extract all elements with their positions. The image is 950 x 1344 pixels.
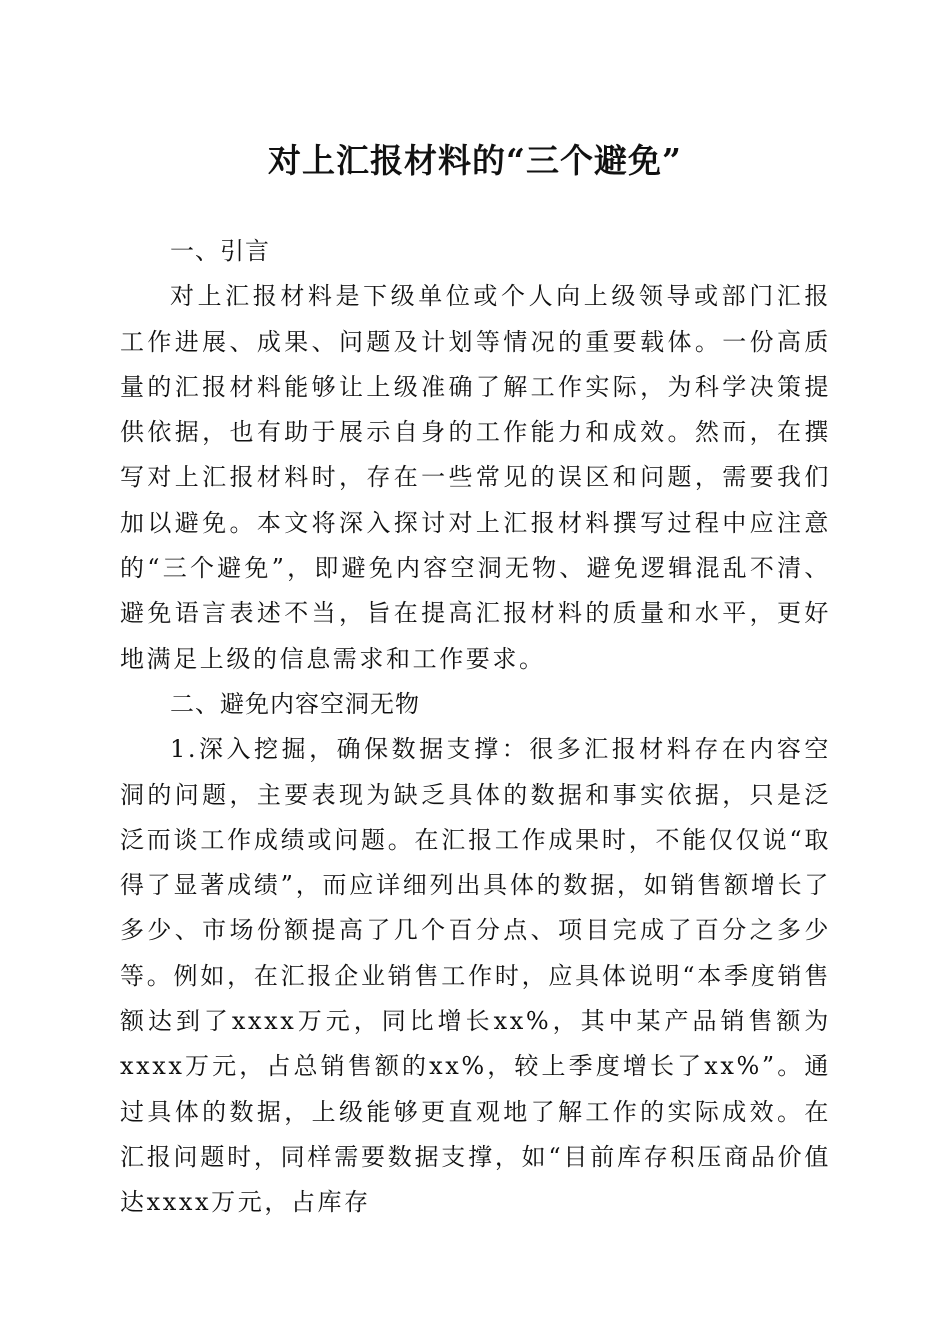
paragraph-data-support: 1.深入挖掘，确保数据支撑：很多汇报材料存在内容空洞的问题，主要表现为缺乏具体的数据和事实依据，只是泛泛而谈工作成绩或问题。在汇报工作成果时，不能仅仅说“取得了显著成绩”，而应详细列出具体的数据，如销售额增长了多少、市场份额提高了几个百分点、项目完成了百分之多少等。例如，在汇报企业销售工作时，应具体说明“本季度销售额达到了xxxx万元，同比增长xx%，其中某产品销售额为xxxx万元，占总销售额的xx%，较上季度增长了xx%”。通过具体的数据，上级能够更直观地了解工作的实际成效。在汇报问题时，同样需要数据支撑，如“目前库存积压商品价值达xxxx万元，占库存 — [120, 735, 831, 1217]
document-title: 对上汇报材料的“三个避免” — [268, 141, 682, 180]
section-heading-avoid-empty-content: 二、避免内容空洞无物 — [170, 689, 420, 718]
document-body — [120, 229, 831, 1226]
section-heading-introduction: 一、引言 — [170, 237, 270, 265]
paragraph-introduction: 对上汇报材料是下级单位或个人向上级领导或部门汇报工作进展、成果、问题及计划等情况的重要载体。一份高质量的汇报材料能够让上级准确了解工作实际，为科学决策提供依据，也有助于展示自身的工作能力和成效。然而，在撰写对上汇报材料时，存在一些常见的误区和问题，需要我们加以避免。本文将深入探讨对上汇报材料撰写过程中应注意的“三个避免”，即避免内容空洞无物、避免逻辑混乱不清、避免语言表述不当，旨在提高汇报材料的质量和水平，更好地满足上级的信息需求和工作要求。 — [120, 282, 831, 673]
